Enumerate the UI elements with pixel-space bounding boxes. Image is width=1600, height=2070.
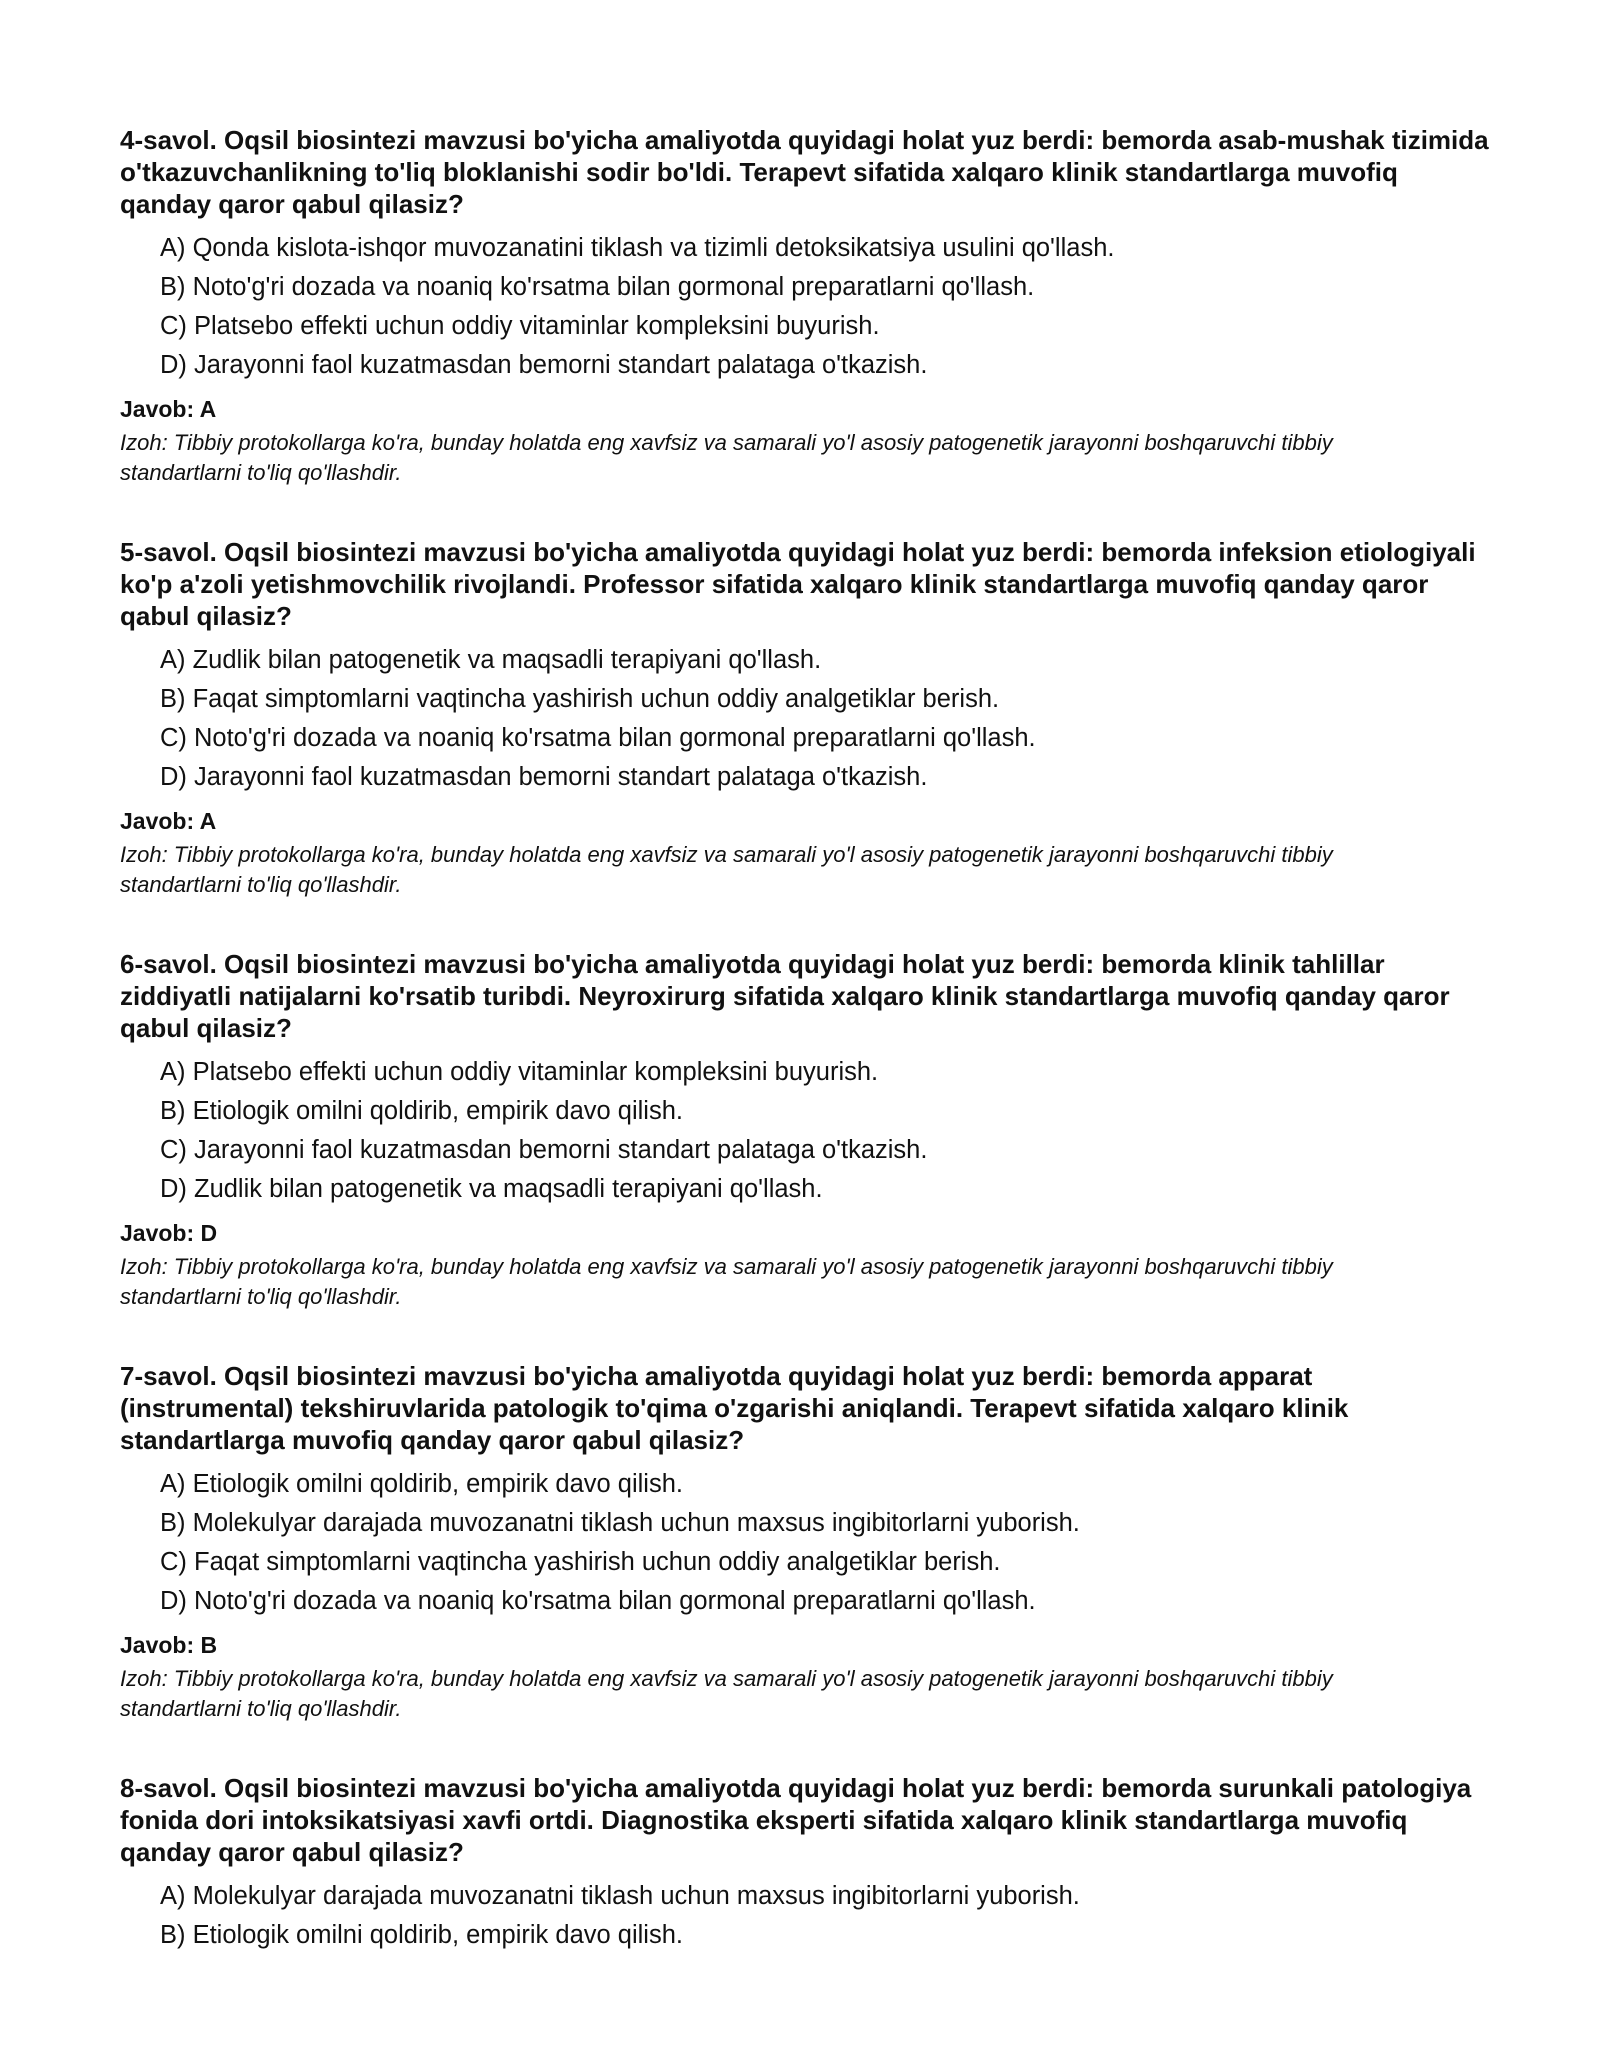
question-block <box>120 536 1490 900</box>
option-list <box>120 641 1490 797</box>
option-b: B) Etiologik omilni qoldirib, empirik davo qilish. <box>160 1097 683 1125</box>
option-b: B) Noto'g'ri dozada va noaniq ko'rsatma bilan gormonal preparatlarni qo'llash. <box>160 273 1035 301</box>
option-list <box>120 1053 1490 1209</box>
explanation-note: Izoh: Tibbiy protokollarga ko'ra, bunday holatda eng xavfsiz va samarali yo'l asosiy patogenetik jarayonni boshqaruvchi tibbiy standartlarni to'liq qo'llashdir. <box>120 1666 1333 1721</box>
option-c: C) Platsebo effekti uchun oddiy vitaminlar kompleksini buyurish. <box>160 312 880 340</box>
question-block <box>120 948 1490 1312</box>
option-b: B) Faqat simptomlarni vaqtincha yashirish uchun oddiy analgetiklar berish. <box>160 685 1000 713</box>
question-title: 8-savol. Oqsil biosintezi mavzusi bo'yicha amaliyotda quyidagi holat yuz berdi: bemorda surunkali patologiya fonida dori intoksikatsiyasi xavfi ortdi. Diagnostika eksperti sifatida xalqaro klinik standartlarga muvofiq qanday qaror qabul qilasiz? <box>120 1773 1472 1867</box>
option-c: C) Faqat simptomlarni vaqtincha yashirish uchun oddiy analgetiklar berish. <box>160 1548 1001 1576</box>
answer-label: Javob: A <box>120 396 217 422</box>
explanation-note: Izoh: Tibbiy protokollarga ko'ra, bunday holatda eng xavfsiz va samarali yo'l asosiy patogenetik jarayonni boshqaruvchi tibbiy standartlarni to'liq qo'llashdir. <box>120 842 1333 897</box>
explanation-note: Izoh: Tibbiy protokollarga ko'ra, bunday holatda eng xavfsiz va samarali yo'l asosiy patogenetik jarayonni boshqaruvchi tibbiy standartlarni to'liq qo'llashdir. <box>120 430 1333 485</box>
option-a: A) Molekulyar darajada muvozanatni tiklash uchun maxsus ingibitorlarni yuborish. <box>160 1882 1080 1910</box>
question-block <box>120 1772 1490 1955</box>
question-title: 5-savol. Oqsil biosintezi mavzusi bo'yicha amaliyotda quyidagi holat yuz berdi: bemorda infeksion etiologiyali ko'p a'zoli yetishmovchilik rivojlandi. Professor sifatida xalqaro klinik standartlarga muvofiq qanday qaror qabul qilasiz? <box>120 537 1476 631</box>
question-block <box>120 1360 1490 1724</box>
option-d: D) Jarayonni faol kuzatmasdan bemorni standart palataga o'tkazish. <box>160 763 928 791</box>
answer-label: Javob: A <box>120 808 217 834</box>
question-title: 6-savol. Oqsil biosintezi mavzusi bo'yicha amaliyotda quyidagi holat yuz berdi: bemorda klinik tahlillar ziddiyatli natijalarni ko'rsatib turibdi. Neyroxirurg sifatida xalqaro klinik standartlarga muvofiq qanday qaror qabul qilasiz? <box>120 949 1450 1043</box>
option-b: B) Molekulyar darajada muvozanatni tiklash uchun maxsus ingibitorlarni yuborish. <box>160 1509 1080 1537</box>
option-d: D) Jarayonni faol kuzatmasdan bemorni standart palataga o'tkazish. <box>160 351 928 379</box>
option-b: B) Etiologik omilni qoldirib, empirik davo qilish. <box>160 1921 683 1949</box>
option-a: A) Zudlik bilan patogenetik va maqsadli terapiyani qo'llash. <box>160 646 822 674</box>
option-a: A) Qonda kislota-ishqor muvozanatini tiklash va tizimli detoksikatsiya usulini qo'llash. <box>160 234 1115 262</box>
option-a: A) Platsebo effekti uchun oddiy vitaminlar kompleksini buyurish. <box>160 1058 879 1086</box>
question-title: 7-savol. Oqsil biosintezi mavzusi bo'yicha amaliyotda quyidagi holat yuz berdi: bemorda apparat (instrumental) tekshiruvlarida patologik to'qima o'zgarishi aniqlandi. Terapevt sifatida xalqaro klinik standartlarga muvofiq qanday qaror qabul qilasiz? <box>120 1361 1349 1455</box>
option-list <box>120 1465 1490 1621</box>
option-list <box>120 229 1490 385</box>
option-c: C) Noto'g'ri dozada va noaniq ko'rsatma bilan gormonal preparatlarni qo'llash. <box>160 724 1036 752</box>
option-a: A) Etiologik omilni qoldirib, empirik davo qilish. <box>160 1470 683 1498</box>
option-d: D) Noto'g'ri dozada va noaniq ko'rsatma bilan gormonal preparatlarni qo'llash. <box>160 1587 1036 1615</box>
option-c: C) Jarayonni faol kuzatmasdan bemorni standart palataga o'tkazish. <box>160 1136 928 1164</box>
option-list <box>120 1877 1490 1955</box>
question-title: 4-savol. Oqsil biosintezi mavzusi bo'yicha amaliyotda quyidagi holat yuz berdi: bemorda asab-mushak tizimida o'tkazuvchanlikning to'liq bloklanishi sodir bo'ldi. Terapevt sifatida xalqaro klinik standartlarga muvofiq qanday qaror qabul qilasiz? <box>120 125 1489 219</box>
option-d: D) Zudlik bilan patogenetik va maqsadli terapiyani qo'llash. <box>160 1175 823 1203</box>
explanation-note: Izoh: Tibbiy protokollarga ko'ra, bunday holatda eng xavfsiz va samarali yo'l asosiy patogenetik jarayonni boshqaruvchi tibbiy standartlarni to'liq qo'llashdir. <box>120 1254 1333 1309</box>
question-block <box>120 124 1490 488</box>
answer-label: Javob: D <box>120 1220 218 1246</box>
answer-label: Javob: B <box>120 1632 218 1658</box>
